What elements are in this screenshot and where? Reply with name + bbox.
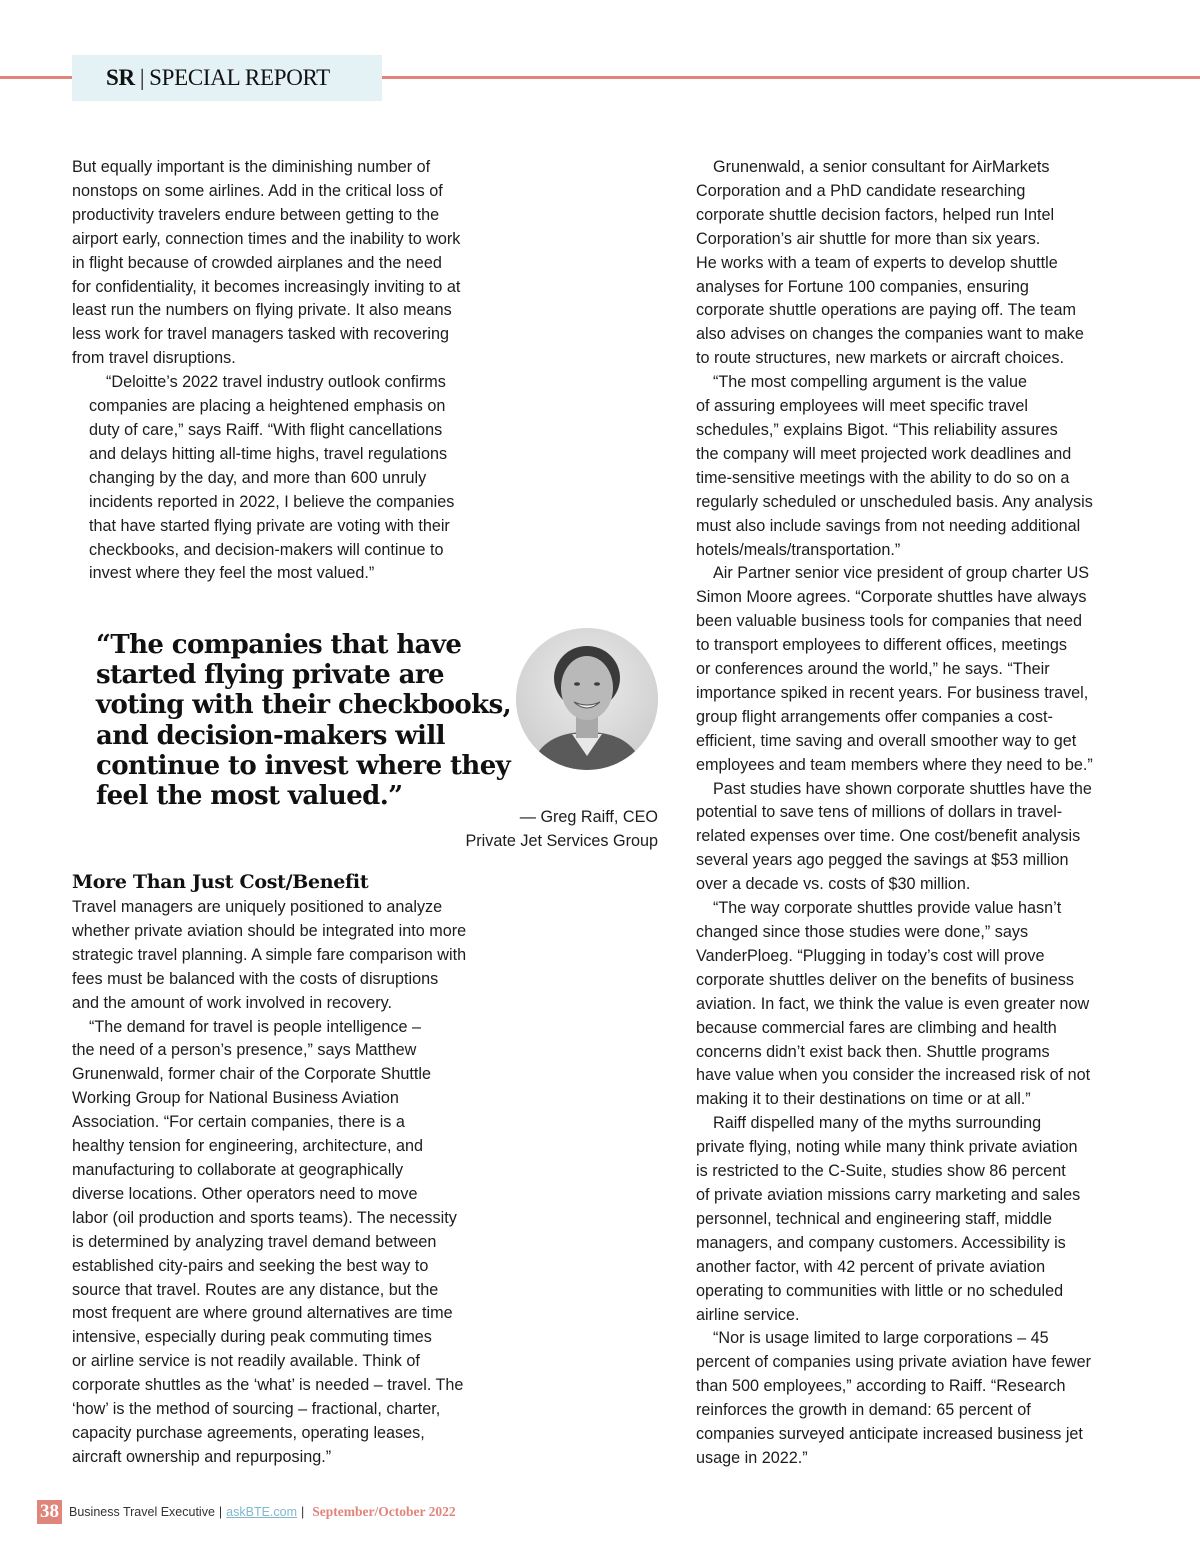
text-line: operating to communities with little or no scheduled <box>696 1281 1064 1300</box>
text-line: another factor, with 42 percent of private aviation <box>696 1257 1046 1276</box>
paragraph <box>696 1112 1136 1327</box>
text-line: and the amount of work involved in recovery. <box>72 993 393 1012</box>
text-line: intensive, especially during peak commuting times <box>72 1328 432 1347</box>
text-line: usage in 2022.” <box>696 1448 808 1467</box>
text-line: efficient, time saving and overall smoother way to get <box>696 731 1077 750</box>
header-rule-left <box>0 76 72 79</box>
paragraph <box>696 1327 1136 1470</box>
paragraph <box>72 896 512 1016</box>
text-line: and delays hitting all-time highs, travel regulations <box>89 444 448 463</box>
text-line: “Nor is usage limited to large corporations – 45 <box>713 1329 1049 1348</box>
text-line: to route structures, new markets or aircraft choices. <box>696 349 1064 368</box>
pull-quote-attribution <box>420 806 658 854</box>
text-line: ‘how’ is the method of sourcing – fractional, charter, <box>72 1400 441 1419</box>
text-line: also advises on changes the companies want to make <box>696 325 1084 344</box>
text-line: corporate shuttles deliver on the benefits of business <box>696 970 1074 989</box>
text-line: percent of companies using private aviation have fewer <box>696 1353 1092 1372</box>
text-line: time-sensitive meetings with the ability to do so on a <box>696 468 1070 487</box>
pull-quote-line: continue to invest where they <box>96 750 511 781</box>
text-line: to transport employees to different offices, meetings <box>696 636 1068 655</box>
paragraph <box>72 1016 512 1470</box>
text-line: checkbooks, and decision-makers will continue to <box>89 540 444 559</box>
page-footer <box>37 1500 456 1524</box>
text-line: Corporation’s air shuttle for more than six years. <box>696 229 1041 248</box>
text-line: labor (oil production and sports teams). The necessity <box>72 1208 457 1227</box>
text-line: group flight arrangements offer companies a cost- <box>696 707 1053 726</box>
issue-date: September/October 2022 <box>312 1504 456 1519</box>
right-column <box>696 156 1136 1471</box>
publication-link[interactable]: askBTE.com <box>226 1505 298 1519</box>
text-line: Raiff dispelled many of the myths surrounding <box>713 1114 1042 1133</box>
text-line: or conferences around the world,” he says. “Their <box>696 660 1050 679</box>
text-line: reinforces the growth in demand: 65 percent of <box>696 1401 1031 1420</box>
text-line: related expenses over time. One cost/benefit analysis <box>696 827 1081 846</box>
text-line: source that travel. Routes are any distance, but the <box>72 1280 439 1299</box>
left-column <box>72 156 512 586</box>
attribution-company: Private Jet Services Group <box>465 831 658 850</box>
text-line: companies are placing a heightened emphasis on <box>89 397 446 416</box>
section-separator: | <box>139 65 145 90</box>
footer-separator: | <box>218 1505 223 1519</box>
text-line: Working Group for National Business Aviation <box>72 1089 399 1108</box>
text-line: employees and team members where they need to be.” <box>696 755 1093 774</box>
text-line: healthy tension for engineering, architecture, and <box>72 1137 423 1156</box>
text-line: private flying, noting while many think private aviation <box>696 1138 1078 1157</box>
header-rule-right <box>382 76 1200 79</box>
text-line: changing by the day, and more than 600 unruly <box>89 468 427 487</box>
text-line: He works with a team of experts to develop shuttle <box>696 253 1058 272</box>
text-line: corporate shuttle operations are paying off. The team <box>696 301 1077 320</box>
text-line: Association. “For certain companies, there is a <box>72 1113 405 1132</box>
text-line: nonstops on some airlines. Add in the critical loss of <box>72 181 443 200</box>
text-line: than 500 employees,” according to Raiff. “Research <box>696 1377 1066 1396</box>
text-line: hotels/meals/transportation.” <box>696 540 901 559</box>
text-line: in flight because of crowded airplanes and the need <box>72 253 442 272</box>
text-line: aviation. In fact, we think the value is even greater now <box>696 994 1090 1013</box>
text-line: from travel disruptions. <box>72 349 236 368</box>
paragraph <box>696 371 1136 562</box>
section-abbrev: SR <box>106 65 135 90</box>
text-line: strategic travel planning. A simple fare comparison with <box>72 945 467 964</box>
page-number: 38 <box>37 1500 62 1524</box>
text-line: “The way corporate shuttles provide value hasn’t <box>713 899 1062 918</box>
attribution-name: — Greg Raiff, CEO <box>519 808 658 826</box>
text-line: corporate shuttles as the ‘what’ is needed – travel. The <box>72 1376 464 1395</box>
text-line: companies surveyed anticipate increased business jet <box>696 1425 1083 1444</box>
text-line: airline service. <box>696 1305 800 1324</box>
paragraph <box>696 156 1136 371</box>
text-line: potential to save tens of millions of dollars in travel- <box>696 803 1063 822</box>
text-line: But equally important is the diminishing number of <box>72 158 431 176</box>
section-subhead: More Than Just Cost/Benefit <box>72 871 369 893</box>
pull-quote-line: voting with their checkbooks, <box>96 690 512 721</box>
text-line: is determined by analyzing travel demand between <box>72 1232 437 1251</box>
text-line: Grunenwald, a senior consultant for AirMarkets <box>713 158 1050 176</box>
footer-separator: | <box>301 1505 305 1519</box>
text-line: analyses for Fortune 100 companies, ensuring <box>696 277 1029 296</box>
text-line: whether private aviation should be integrated into more <box>72 921 467 940</box>
text-line: diverse locations. Other operators need to move <box>72 1184 418 1203</box>
text-line: Air Partner senior vice president of group charter US <box>713 564 1090 583</box>
text-line: that have started flying private are voting with their <box>89 516 450 535</box>
text-line: concerns didn’t exist back then. Shuttle programs <box>696 1042 1050 1061</box>
text-line: the company will meet projected work deadlines and <box>696 444 1072 463</box>
text-line: managers, and company customers. Accessibility is <box>696 1233 1066 1252</box>
pull-quote <box>96 630 516 811</box>
text-line: fees must be balanced with the costs of disruptions <box>72 969 439 988</box>
portrait-photo <box>516 628 658 770</box>
paragraph <box>72 156 512 371</box>
section-header <box>72 55 382 101</box>
left-column-lower <box>72 896 512 1470</box>
paragraph <box>696 778 1136 898</box>
paragraph <box>696 562 1136 777</box>
text-line: “Deloitte’s 2022 travel industry outlook confirms <box>106 373 446 392</box>
text-line: making it to their destinations on time or at all.” <box>696 1090 1031 1109</box>
pull-quote-line: and decision-makers will <box>96 720 445 751</box>
pull-quote-line: started flying private are <box>96 660 444 691</box>
publication-name: Business Travel Executive <box>69 1505 215 1519</box>
section-title: SPECIAL REPORT <box>149 65 330 90</box>
text-line: aircraft ownership and repurposing.” <box>72 1447 332 1466</box>
text-line: Past studies have shown corporate shuttles have the <box>713 779 1092 798</box>
text-line: Grunenwald, former chair of the Corporate Shuttle <box>72 1065 432 1084</box>
text-line: several years ago pegged the savings at $53 million <box>696 851 1069 870</box>
text-line: importance spiked in recent years. For business travel, <box>696 683 1089 702</box>
text-line: personnel, technical and engineering staff, middle <box>696 1209 1053 1228</box>
text-line: of private aviation missions carry marketing and sales <box>696 1185 1081 1204</box>
text-line: must also include savings from not needing additional <box>696 516 1081 535</box>
text-line: or airline service is not readily available. Think of <box>72 1352 420 1371</box>
text-line: “The demand for travel is people intelligence – <box>89 1017 422 1036</box>
text-line: over a decade vs. costs of $30 million. <box>696 875 971 894</box>
text-line: because commercial fares are climbing and health <box>696 1018 1057 1037</box>
text-line: duty of care,” says Raiff. “With flight cancellations <box>89 420 443 439</box>
text-line: established city-pairs and seeking the best way to <box>72 1256 429 1275</box>
text-line: VanderPloeg. “Plugging in today’s cost will prove <box>696 946 1045 965</box>
portrait-illustration <box>516 628 658 770</box>
text-line: the need of a person’s presence,” says Matthew <box>72 1041 417 1060</box>
text-line: airport early, connection times and the inability to work <box>72 229 461 248</box>
paragraph <box>72 371 512 586</box>
text-line: been valuable business tools for companies that need <box>696 612 1083 631</box>
text-line: of assuring employees will meet specific travel <box>696 397 1028 416</box>
text-line: invest where they feel the most valued.” <box>89 564 375 583</box>
text-line: capacity purchase agreements, operating leases, <box>72 1423 425 1442</box>
text-line: most frequent are where ground alternatives are time <box>72 1304 453 1323</box>
text-line: corporate shuttle decision factors, helped run Intel <box>696 205 1055 224</box>
text-line: “The most compelling argument is the value <box>713 373 1028 392</box>
text-line: regularly scheduled or unscheduled basis. Any analysis <box>696 492 1093 511</box>
text-line: productivity travelers endure between getting to the <box>72 205 440 224</box>
text-line: Simon Moore agrees. “Corporate shuttles have always <box>696 588 1087 607</box>
text-line: manufacturing to collaborate at geographically <box>72 1160 404 1179</box>
text-line: Travel managers are uniquely positioned to analyze <box>72 898 443 916</box>
text-line: less work for travel managers tasked with recovering <box>72 325 449 344</box>
text-line: Corporation and a PhD candidate researching <box>696 181 1026 200</box>
text-line: changed since those studies were done,” says <box>696 923 1029 941</box>
text-line: have value when you consider the increased risk of not <box>696 1066 1091 1085</box>
text-line: for confidentiality, it becomes increasingly inviting to at <box>72 277 461 296</box>
paragraph <box>696 897 1136 1112</box>
text-line: schedules,” explains Bigot. “This reliability assures <box>696 420 1058 439</box>
text-line: incidents reported in 2022, I believe the companies <box>89 492 455 511</box>
pull-quote-line: feel the most valued.” <box>96 781 403 812</box>
pull-quote-line: “The companies that have <box>96 630 462 660</box>
text-line: is restricted to the C-Suite, studies show 86 percent <box>696 1162 1066 1181</box>
text-line: least run the numbers on flying private. It also means <box>72 301 452 320</box>
